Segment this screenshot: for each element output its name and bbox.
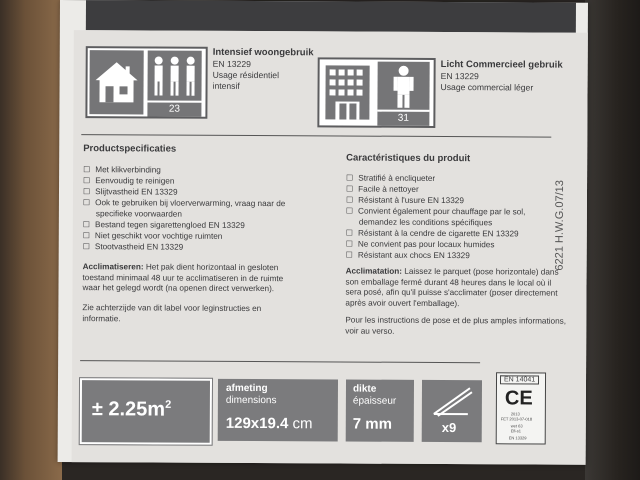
acclimatise-label-fr: Acclimatation:: [345, 266, 403, 276]
specs-heading-nl: Productspecificaties: [83, 143, 177, 155]
usage-subtitle-fr: Usage commercial léger: [440, 81, 534, 93]
instructions-note-nl: [82, 303, 261, 325]
dimensions-tile: [218, 379, 338, 442]
thickness-tile: [346, 380, 414, 442]
feature-item: ☐ Résistant à la cendre de cigarette EN 13329: [346, 227, 526, 239]
dimensions-label-fr: dimensions: [225, 394, 277, 407]
area-number: ± 2.25m: [91, 398, 166, 421]
product-code-vertical: 6221 H.W.G.07/13: [553, 180, 567, 271]
thickness-value: 7 mm: [352, 415, 393, 433]
feature-item: ☐ Stootvastheid EN 13329: [83, 241, 285, 253]
feature-item-continued: specifieke voorwaarden: [95, 209, 182, 219]
office-building-icon: [321, 61, 373, 123]
product-label: [58, 0, 588, 465]
usage-class-number: 31: [377, 110, 429, 126]
family-icon: [147, 50, 201, 100]
ce-line: FET 2013-07-018: [500, 416, 533, 422]
thickness-label-nl: dikte: [352, 383, 377, 395]
dark-surface-right: [585, 0, 640, 480]
acclimatise-text-nl: [82, 262, 283, 295]
note-line: informatie.: [82, 313, 121, 323]
pieces-tile: [422, 380, 482, 442]
dimensions-value: [226, 415, 313, 432]
dimensions-number: 129x19.4: [225, 414, 289, 433]
wood-floor-left: [0, 0, 62, 480]
usage-standard: EN 13229: [212, 58, 251, 70]
thickness-label-fr: épaisseur: [352, 395, 397, 407]
usage-class-number: 23: [147, 100, 201, 116]
usage-class-31-box: [317, 57, 435, 128]
feature-list-fr: [346, 173, 526, 262]
feature-item: ☐ Bestand tegen sigarettengloed EN 13329: [83, 219, 285, 231]
feature-item: ☐ Stratifié à encliqueter: [346, 173, 526, 185]
acclimatise-label-nl: Acclimatiseren:: [82, 262, 144, 272]
feature-item: ☐ Met klikverbinding: [83, 164, 285, 176]
feature-item-continued: demandez les conditions spécifiques: [358, 217, 493, 228]
ce-line: wet 63: [510, 423, 523, 429]
feature-item: ☐ Ook te gebruiken bij vloerverwarming, vraag naar de: [83, 197, 285, 209]
feature-item: ☐ Résistant aux chocs EN 13329: [346, 249, 526, 261]
feature-item: ☐ Résistant à l'usure EN 13329: [346, 195, 526, 207]
ce-standard: EN 14041: [500, 375, 539, 384]
usage-title: Licht Commercieel gebruik: [440, 58, 563, 71]
ce-line: 2013: [510, 411, 520, 417]
acclimatise-line: sera posé, afin qu'il puisse s'acclimater (poser directement: [345, 287, 558, 298]
area-tile: [80, 378, 212, 445]
specs-heading-fr: Caractéristiques du produit: [346, 152, 471, 165]
person-icon: [377, 62, 429, 110]
feature-item: ☐ Convient également pour chauffage par le sol,: [346, 205, 526, 217]
instructions-note-fr: [345, 315, 566, 337]
dimensions-unit: cm: [292, 415, 313, 433]
acclimatise-line: toestand minimaal 48 uur te acclimatiseren in de ruimte: [82, 272, 284, 283]
note-line: Zie achterzijde van dit label voor leginstructies en: [82, 303, 262, 314]
usage-class-23-box: [85, 46, 207, 119]
acclimatise-line: après avoir ouvert l'emballage).: [345, 297, 460, 308]
area-value: [92, 398, 171, 421]
acclimatise-text-fr: [345, 266, 558, 309]
ce-certification-box: [496, 372, 546, 444]
pieces-count: x9: [441, 420, 457, 436]
top-dark-band: [86, 0, 576, 33]
usage-subtitle-fr-2: intensif: [212, 80, 240, 91]
note-line: voir au verso.: [345, 325, 395, 336]
ce-mark-icon: CE: [504, 387, 533, 410]
acclimatise-line: son emballage fermé durant 48 heures dans le local où il: [345, 276, 552, 288]
feature-item: ☐ Ne convient pas pour locaux humides: [346, 238, 526, 250]
usage-standard: EN 13229: [440, 70, 479, 82]
acclimatise-line: Het pak dient horizontaal in gesloten: [143, 262, 279, 273]
usage-subtitle-fr: Usage résidentiel: [212, 69, 280, 81]
feature-list-nl: [83, 164, 286, 253]
acclimatise-line: Laissez le parquet (pose horizontale) dans: [401, 266, 559, 277]
dimensions-label-nl: afmeting: [225, 382, 268, 395]
feature-item: ☐ Facile à nettoyer: [346, 184, 526, 196]
acclimatise-line: waar het gelegd wordt (na openen direct verwerken).: [82, 283, 275, 294]
ce-line: EN 13329: [508, 435, 527, 441]
house-icon: [89, 50, 143, 114]
note-line: Pour les instructions de pose et de plus amples informations,: [345, 315, 567, 326]
feature-item: ☐ Slijtvastheid EN 13329: [83, 186, 285, 198]
planks-icon: [430, 384, 474, 418]
usage-title: Intensief woongebruik: [212, 46, 314, 59]
feature-item: ☐ Eenvoudig te reinigen: [83, 175, 285, 187]
feature-item: ☐ Niet geschikt voor vochtige ruimten: [83, 230, 285, 242]
ce-line: Efl-s1: [510, 428, 521, 434]
area-superscript: 2: [165, 398, 172, 411]
